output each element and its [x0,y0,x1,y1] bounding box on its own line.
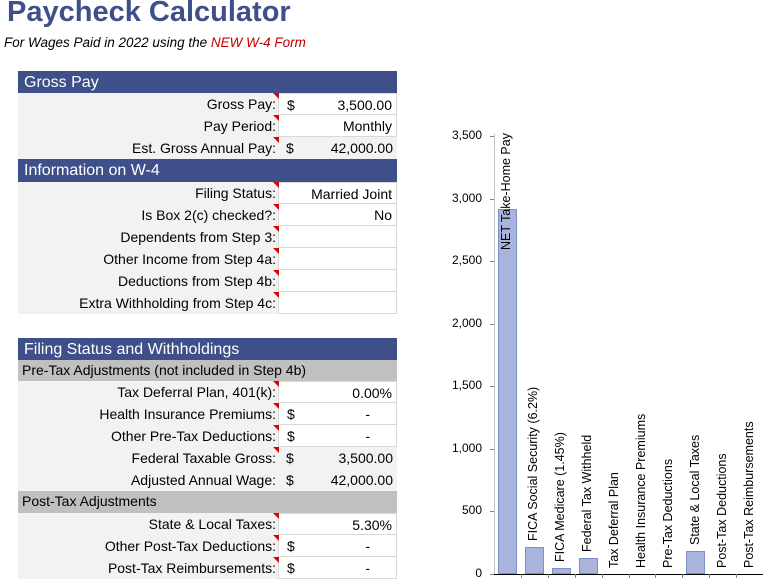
dependents-value [279,226,396,247]
adjusted-annual-wage-value: 42,000.00 [330,472,393,488]
bar-label: State & Local Taxes [687,434,702,545]
row-annual-pay [18,137,397,159]
label-dependents: Dependents from Step 3: [18,226,278,248]
bar-label: Pre-Tax Deductions [660,458,675,568]
paycheck-breakdown-chart [430,100,763,580]
pretax-band: Pre-Tax Adjustments (not included in Step 4b) [18,360,397,381]
y-tick-label: 1,000 [451,440,482,455]
row-dependents [18,226,397,248]
currency-symbol: $ [286,450,294,466]
x-tick-mark [682,574,683,578]
y-tick-label: 2,000 [451,315,482,330]
other-posttax-value: - [365,538,370,554]
y-tick-label: 0 [475,566,482,580]
bar-label: FICA Medicare (1.45%) [553,431,568,562]
label-adjusted-annual-wage: Adjusted Annual Wage: [130,472,276,488]
label-federal-taxable-gross: Federal Taxable Gross: [18,447,278,469]
label-annual-pay: Est. Gross Annual Pay: [18,137,278,159]
label-other-income: Other Income from Step 4a: [18,248,278,270]
bar-label: Post-Tax Reimbursements [741,421,756,568]
posttax-reimbursements-value: - [365,560,370,576]
x-tick-mark [602,574,603,578]
label-other-posttax: Other Post-Tax Deductions: [18,535,278,557]
deductions-input[interactable] [278,270,397,292]
bar-label: Health Insurance Premiums [633,413,648,568]
bar [579,558,598,574]
withholdings-section [18,338,397,579]
y-tick-label: 2,500 [451,253,482,268]
bar [686,551,705,574]
page-title: Paycheck Calculator [7,0,291,28]
bar-label: Tax Deferral Plan [607,472,622,568]
x-tick-mark [655,574,656,578]
bar-label: NET Take-Home Pay [499,133,514,250]
currency-symbol: $ [286,140,294,156]
filing-status-select[interactable] [278,182,397,204]
x-tick-mark [548,574,549,578]
posttax-reimbursements-input[interactable] [278,557,397,579]
row-other-posttax [18,535,397,557]
other-posttax-input[interactable] [278,535,397,557]
row-pay-period [18,115,397,137]
bar [525,547,544,574]
subtitle-accent: NEW W-4 Form [210,35,306,50]
y-tick-mark [490,574,494,575]
row-extra-withholding [18,292,397,314]
row-gross-pay [18,93,397,115]
label-deductions: Deductions from Step 4b: [18,270,278,292]
posttax-band: Post-Tax Adjustments [18,491,397,513]
x-tick-mark [575,574,576,578]
x-tick-mark [521,574,522,578]
bar [498,209,517,574]
row-other-income [18,248,397,270]
y-axis [494,134,495,574]
tax-deferral-value: 0.00% [352,385,392,401]
bar-label: Federal Tax Withheld [580,434,595,552]
row-state-local-taxes [18,513,397,535]
federal-taxable-gross-cell [278,447,397,469]
gross-pay-header: Gross Pay [18,71,397,93]
y-tick-mark [490,199,494,200]
y-tick-mark [490,386,494,387]
row-other-pretax [18,425,397,447]
y-tick-label: 3,500 [451,128,482,142]
y-tick-mark [490,136,494,137]
annual-pay-value: 42,000.00 [330,140,393,156]
bar-label: FICA Social Security (6.2%) [526,386,541,541]
row-federal-taxable-gross [18,447,397,469]
y-tick-mark [490,511,494,512]
x-tick-mark [629,574,630,578]
other-income-input[interactable] [278,248,397,270]
y-tick-label: 1,500 [451,378,482,393]
pay-period-value: Monthly [342,118,392,134]
label-state-local-taxes: State & Local Taxes: [18,513,278,535]
deductions-value [279,270,396,291]
bar-label: Post-Tax Deductions [714,453,729,568]
federal-taxable-gross-value: 3,500.00 [338,450,393,466]
gross-pay-section [18,71,397,314]
currency-symbol: $ [287,97,295,113]
gross-pay-input[interactable] [278,93,397,115]
gross-pay-value: 3,500.00 [337,97,392,113]
extra-withholding-input[interactable] [278,292,397,314]
currency-symbol: $ [286,472,294,488]
tax-deferral-input[interactable] [278,381,397,403]
adjusted-annual-wage-cell [278,469,397,491]
dependents-input[interactable] [278,226,397,248]
health-insurance-value: - [365,406,370,422]
box-2c-select[interactable] [278,204,397,226]
y-tick-label: 500 [461,503,482,518]
row-health-insurance [18,403,397,425]
label-gross-pay: Gross Pay: [18,93,278,115]
y-tick-mark [490,324,494,325]
filing-status-value: Married Joint [311,186,392,202]
row-deductions [18,270,397,292]
other-income-value [279,248,396,269]
currency-symbol: $ [287,538,295,554]
label-extra-withholding: Extra Withholding from Step 4c: [18,292,278,314]
health-insurance-input[interactable] [278,403,397,425]
y-tick-mark [490,449,494,450]
page-subtitle [4,35,306,50]
state-local-taxes-value: 5.30% [352,517,392,533]
currency-symbol: $ [287,428,295,444]
label-posttax-reimbursements: Post-Tax Reimbursements: [18,557,278,579]
label-tax-deferral: Tax Deferral Plan, 401(k): [18,381,278,403]
currency-symbol: $ [287,406,295,422]
label-other-pretax: Other Pre-Tax Deductions: [18,425,278,447]
label-box-2c: Is Box 2(c) checked?: [18,204,278,226]
state-local-taxes-input[interactable] [278,513,397,535]
withholdings-header: Filing Status and Withholdings [18,338,397,360]
other-pretax-value: - [365,428,370,444]
annual-pay-cell [278,137,397,159]
label-filing-status: Filing Status: [18,182,278,204]
w4-header: Information on W-4 [18,159,397,182]
x-tick-mark [709,574,710,578]
extra-withholding-value [279,292,396,313]
row-filing-status [18,182,397,204]
box-2c-value: No [374,207,392,223]
row-adjusted-annual-wage [18,469,397,491]
label-pay-period: Pay Period: [18,115,278,137]
other-pretax-input[interactable] [278,425,397,447]
pay-period-select[interactable] [278,115,397,137]
y-tick-mark [490,261,494,262]
currency-symbol: $ [287,560,295,576]
subtitle-text: For Wages Paid in 2022 using the [4,35,211,50]
row-tax-deferral [18,381,397,403]
bar [552,568,571,574]
label-health-insurance: Health Insurance Premiums: [18,403,278,425]
y-tick-label: 3,000 [451,190,482,205]
row-posttax-reimbursements [18,557,397,579]
x-tick-mark [736,574,737,578]
row-box-2c [18,204,397,226]
